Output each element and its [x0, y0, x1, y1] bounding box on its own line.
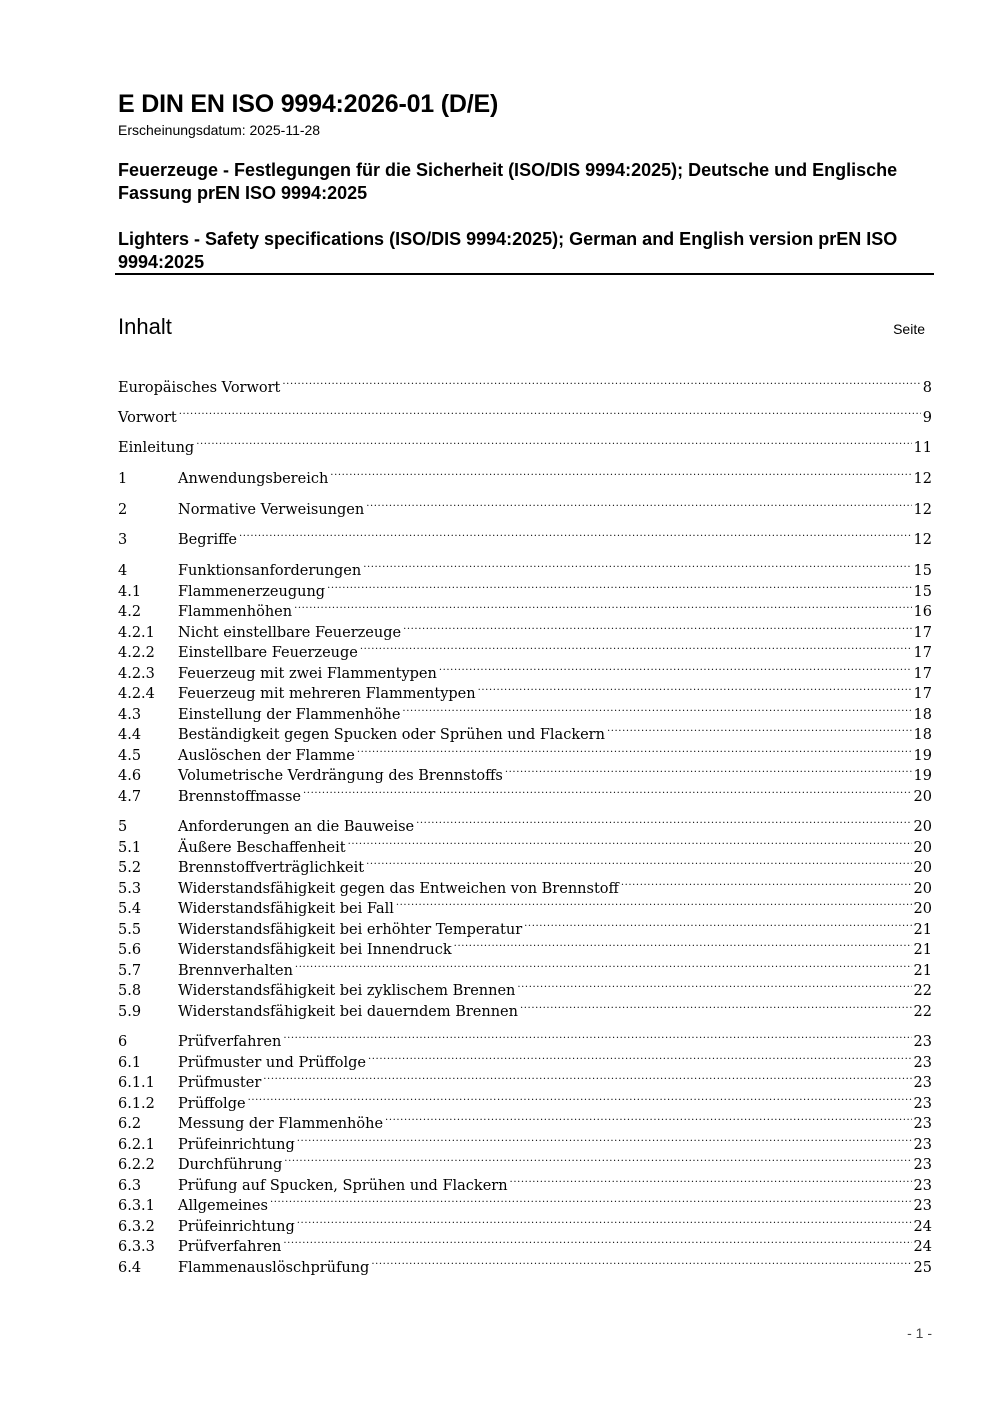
toc-entry-title: Begriffe — [178, 532, 237, 548]
toc-entry-page: 9 — [922, 410, 932, 426]
toc-entry-number: 6.3.2 — [118, 1219, 155, 1235]
toc-entry[interactable] — [118, 1231, 932, 1255]
toc-entry-number: 4.2.2 — [118, 645, 155, 661]
toc-entry[interactable] — [118, 1211, 932, 1235]
toc-entry-page: 19 — [913, 748, 932, 764]
toc-entry-page: 20 — [913, 901, 932, 917]
toc-entry-page: 24 — [913, 1219, 932, 1235]
title-english: Lighters - Safety specifications (ISO/DIS 9994:2025); German and English version prEN ISO 9994:2025 — [118, 229, 898, 272]
toc-entry-number: 6.1 — [118, 1055, 142, 1071]
toc-dot-leader — [621, 873, 912, 893]
toc-entry[interactable] — [118, 432, 932, 456]
toc-entry[interactable] — [118, 955, 932, 979]
toc-entry-page: 23 — [913, 1055, 932, 1071]
toc-entry-page: 20 — [913, 881, 932, 897]
toc-entry[interactable] — [118, 852, 932, 876]
toc-entry-title: Brennstoffverträglichkeit — [178, 860, 365, 876]
toc-entry-number: 5.1 — [118, 840, 142, 856]
toc-entry-number: 5.3 — [118, 881, 142, 897]
toc-entry-number: 1 — [118, 471, 128, 487]
toc-entry-title: Feuerzeug mit mehreren Flammentypen — [178, 686, 476, 702]
toc-entry-number: 4.5 — [118, 748, 142, 764]
toc-entry-title: Prüfmuster — [178, 1075, 262, 1091]
toc-dot-leader — [283, 1231, 911, 1251]
toc-entry-page: 17 — [913, 645, 932, 661]
toc-entry-number: 4.4 — [118, 727, 142, 743]
toc-entry[interactable] — [118, 760, 932, 784]
toc-entry-title: Brennstoffmasse — [178, 789, 302, 805]
toc-entry[interactable] — [118, 1190, 932, 1214]
toc-entry-page: 20 — [913, 860, 932, 876]
toc-entry[interactable] — [118, 719, 932, 743]
toc-entry-title: Flammenerzeugung — [178, 584, 326, 600]
toc-entry-title: Prüfeinrichtung — [178, 1137, 295, 1153]
toc-entry-page: 23 — [913, 1137, 932, 1153]
toc-entry-page: 25 — [913, 1260, 932, 1276]
toc-entry[interactable] — [118, 596, 932, 620]
title-divider — [115, 273, 934, 275]
toc-entry-title: Prüfeinrichtung — [178, 1219, 295, 1235]
toc-entry-page: 23 — [913, 1157, 932, 1173]
toc-entry-page: 21 — [913, 942, 932, 958]
toc-entry[interactable] — [118, 1047, 932, 1071]
toc-entry-number: 6.3.3 — [118, 1239, 155, 1255]
toc-dot-leader — [478, 678, 912, 698]
toc-entry-number: 4.3 — [118, 707, 142, 723]
toc-dot-leader — [357, 740, 912, 760]
toc-entry-title: Europäisches Vorwort — [118, 380, 281, 396]
toc-entry-title: Widerstandsfähigkeit bei Fall — [178, 901, 394, 917]
toc-dot-leader — [366, 852, 911, 872]
toc-dot-leader — [263, 1067, 911, 1087]
toc-entry-title: Prüfverfahren — [178, 1034, 282, 1050]
toc-entry-page: 18 — [913, 707, 932, 723]
toc-dot-leader — [295, 955, 912, 975]
toc-entry-title: Normative Verweisungen — [178, 502, 365, 518]
toc-entry-title: Beständigkeit gegen Spucken oder Sprühen und Flackern — [178, 727, 605, 743]
toc-dot-leader — [294, 596, 911, 616]
toc-entry[interactable] — [118, 463, 932, 487]
toc-entry-page: 21 — [913, 963, 932, 979]
toc-entry[interactable] — [118, 893, 932, 917]
toc-entry-number: 4.7 — [118, 789, 142, 805]
toc-dot-leader — [297, 1129, 912, 1149]
toc-entry[interactable] — [118, 699, 932, 723]
toc-entry-title: Messung der Flammenhöhe — [178, 1116, 384, 1132]
toc-entry[interactable] — [118, 1026, 932, 1050]
toc-entry[interactable] — [118, 781, 932, 805]
publication-date: Erscheinungsdatum: 2025-11-28 — [118, 122, 321, 138]
toc-entry[interactable] — [118, 934, 932, 958]
toc-dot-leader — [454, 934, 912, 954]
toc-entry-number: 2 — [118, 502, 128, 518]
toc-dot-leader — [366, 494, 911, 514]
toc-entry-page: 12 — [913, 471, 932, 487]
toc-entry-page: 20 — [913, 819, 932, 835]
toc-entry[interactable] — [118, 873, 932, 897]
toc-entry-title: Prüfmuster und Prüffolge — [178, 1055, 366, 1071]
toc-dot-leader — [303, 781, 912, 801]
toc-entry-title: Flammenauslöschprüfung — [178, 1260, 370, 1276]
toc-dot-leader — [524, 914, 911, 934]
toc-entry-number: 6.1.1 — [118, 1075, 155, 1091]
toc-entry-page: 23 — [913, 1198, 932, 1214]
toc-entry[interactable] — [118, 1252, 932, 1276]
title-german: Feuerzeuge - Festlegungen für die Sicherheit (ISO/DIS 9994:2025); Deutsche und Englische Fassung prEN ISO 9994:2025 — [118, 160, 898, 203]
page-number: - 1 - — [907, 1325, 932, 1341]
toc-dot-leader — [282, 372, 920, 392]
toc-entry[interactable] — [118, 811, 932, 835]
toc-entry-page: 22 — [913, 1004, 932, 1020]
toc-dot-leader — [283, 1026, 911, 1046]
toc-entry-page: 17 — [913, 666, 932, 682]
toc-dot-leader — [416, 811, 911, 831]
toc-entry[interactable] — [118, 975, 932, 999]
toc-entry[interactable] — [118, 555, 932, 579]
toc-entry-title: Volumetrische Verdrängung des Brennstoffs — [178, 768, 503, 784]
toc-dot-leader — [385, 1108, 912, 1128]
toc-entry-page: 24 — [913, 1239, 932, 1255]
toc-page-column-label: Seite — [893, 321, 925, 337]
toc-entry[interactable] — [118, 524, 932, 548]
toc-entry[interactable] — [118, 372, 932, 396]
toc-entry-number: 6 — [118, 1034, 128, 1050]
toc-entry-page: 23 — [913, 1096, 932, 1112]
toc-dot-leader — [403, 617, 911, 637]
toc-entry-title: Widerstandsfähigkeit bei zyklischem Brennen — [178, 983, 516, 999]
toc-dot-leader — [520, 996, 912, 1016]
toc-dot-leader — [360, 637, 912, 657]
toc-entry-page: 17 — [913, 625, 932, 641]
toc-dot-leader — [607, 719, 912, 739]
toc-entry-title: Widerstandsfähigkeit bei erhöhter Temperatur — [178, 922, 523, 938]
toc-entry-number: 5.9 — [118, 1004, 142, 1020]
toc-entry-title: Funktionsanforderungen — [178, 563, 362, 579]
toc-entry-number: 6.4 — [118, 1260, 142, 1276]
toc-dot-leader — [396, 893, 912, 913]
toc-entry-title: Einstellbare Feuerzeuge — [178, 645, 358, 661]
toc-heading: Inhalt — [118, 314, 172, 339]
toc-entry-number: 6.2.1 — [118, 1137, 155, 1153]
toc-entry-page: 12 — [913, 502, 932, 518]
toc-entry-number: 5 — [118, 819, 128, 835]
toc-entry-title: Nicht einstellbare Feuerzeuge — [178, 625, 402, 641]
toc-entry[interactable] — [118, 1067, 932, 1091]
toc-entry-number: 6.3.1 — [118, 1198, 155, 1214]
toc-entry-page: 17 — [913, 686, 932, 702]
toc-entry[interactable] — [118, 637, 932, 661]
toc-entry-page: 23 — [913, 1116, 932, 1132]
toc-dot-leader — [368, 1047, 912, 1067]
toc-entry[interactable] — [118, 1108, 932, 1132]
toc-entry-number: 4.6 — [118, 768, 142, 784]
toc-entry-page: 19 — [913, 768, 932, 784]
toc-entry-number: 6.3 — [118, 1178, 142, 1194]
toc-dot-leader — [297, 1211, 912, 1231]
toc-dot-leader — [505, 760, 912, 780]
toc-entry-number: 6.1.2 — [118, 1096, 155, 1112]
document-number: E DIN EN ISO 9994:2026-01 (D/E) — [118, 90, 499, 118]
toc-entry-title: Prüfverfahren — [178, 1239, 282, 1255]
toc-entry-page: 12 — [913, 532, 932, 548]
toc-entry[interactable] — [118, 1149, 932, 1173]
toc-entry-page: 20 — [913, 840, 932, 856]
toc-entry-page: 20 — [913, 789, 932, 805]
toc-dot-leader — [270, 1190, 912, 1210]
toc-entry-number: 5.7 — [118, 963, 142, 979]
toc-entry-number: 5.5 — [118, 922, 142, 938]
toc-entry-number: 5.8 — [118, 983, 142, 999]
toc-dot-leader — [179, 402, 921, 422]
toc-dot-leader — [439, 658, 912, 678]
toc-entry-number: 5.2 — [118, 860, 142, 876]
toc-entry[interactable] — [118, 576, 932, 600]
toc-entry-number: 4.2.1 — [118, 625, 155, 641]
toc-entry-title: Flammenhöhen — [178, 604, 293, 620]
toc-entry-title: Widerstandsfähigkeit bei Innendruck — [178, 942, 452, 958]
toc-entry-page: 23 — [913, 1075, 932, 1091]
toc-entry-page: 11 — [913, 440, 932, 456]
toc-entry-title: Widerstandsfähigkeit bei dauerndem Brennen — [178, 1004, 518, 1020]
toc-entry-title: Durchführung — [178, 1157, 283, 1173]
toc-dot-leader — [327, 576, 911, 596]
toc-entry-number: 4.2 — [118, 604, 142, 620]
toc-entry-page: 23 — [913, 1178, 932, 1194]
toc-entry-page: 23 — [913, 1034, 932, 1050]
toc-entry-number: 4.2.3 — [118, 666, 155, 682]
toc-entry-title: Prüffolge — [178, 1096, 246, 1112]
toc-entry-title: Brennverhalten — [178, 963, 293, 979]
toc-entry-title: Vorwort — [118, 410, 177, 426]
toc-entry-page: 15 — [913, 563, 932, 579]
toc-entry[interactable] — [118, 832, 932, 856]
toc-dot-leader — [371, 1252, 911, 1272]
toc-dot-leader — [348, 832, 912, 852]
toc-entry-number: 6.2 — [118, 1116, 142, 1132]
toc-dot-leader — [248, 1088, 912, 1108]
toc-entry-page: 16 — [913, 604, 932, 620]
toc-entry[interactable] — [118, 494, 932, 518]
toc-entry[interactable] — [118, 1088, 932, 1112]
toc-entry-number: 4 — [118, 563, 128, 579]
toc-dot-leader — [284, 1149, 911, 1169]
toc-entry-title: Allgemeines — [178, 1198, 268, 1214]
toc-entry-title: Widerstandsfähigkeit gegen das Entweichen von Brennstoff — [178, 881, 619, 897]
toc-entry-page: 18 — [913, 727, 932, 743]
toc-dot-leader — [517, 975, 911, 995]
toc-entry[interactable] — [118, 658, 932, 682]
toc-dot-leader — [402, 699, 911, 719]
toc-entry-title: Prüfung auf Spucken, Sprühen und Flackern — [178, 1178, 508, 1194]
toc-entry-number: 5.6 — [118, 942, 142, 958]
toc-entry-title: Anforderungen an die Bauweise — [178, 819, 415, 835]
toc-entry-page: 8 — [922, 380, 932, 396]
toc-entry[interactable] — [118, 914, 932, 938]
toc-entry-title: Auslöschen der Flamme — [178, 748, 355, 764]
toc-entry[interactable] — [118, 1129, 932, 1153]
toc-entry-number: 6.2.2 — [118, 1157, 155, 1173]
toc-entry-number: 4.2.4 — [118, 686, 155, 702]
toc-entry-title: Einleitung — [118, 440, 195, 456]
toc-entry-title: Einstellung der Flammenhöhe — [178, 707, 401, 723]
toc-entry[interactable] — [118, 740, 932, 764]
toc-dot-leader — [330, 463, 911, 483]
toc-entry-page: 15 — [913, 584, 932, 600]
toc-entry-page: 22 — [913, 983, 932, 999]
toc-dot-leader — [239, 524, 912, 544]
toc-entry-number: 5.4 — [118, 901, 142, 917]
toc-entry-title: Äußere Beschaffenheit — [178, 840, 346, 856]
toc-entry[interactable] — [118, 678, 932, 702]
toc-entry[interactable] — [118, 402, 932, 426]
toc-entry-title: Feuerzeug mit zwei Flammentypen — [178, 666, 437, 682]
toc-entry[interactable] — [118, 996, 932, 1020]
toc-entry-title: Anwendungsbereich — [178, 471, 329, 487]
toc-dot-leader — [196, 432, 911, 452]
toc-entry[interactable] — [118, 1170, 932, 1194]
toc-entry[interactable] — [118, 617, 932, 641]
toc-entry-number: 4.1 — [118, 584, 142, 600]
toc-dot-leader — [363, 555, 911, 575]
toc-entry-page: 21 — [913, 922, 932, 938]
toc-entry-number: 3 — [118, 532, 128, 548]
toc-dot-leader — [510, 1170, 912, 1190]
